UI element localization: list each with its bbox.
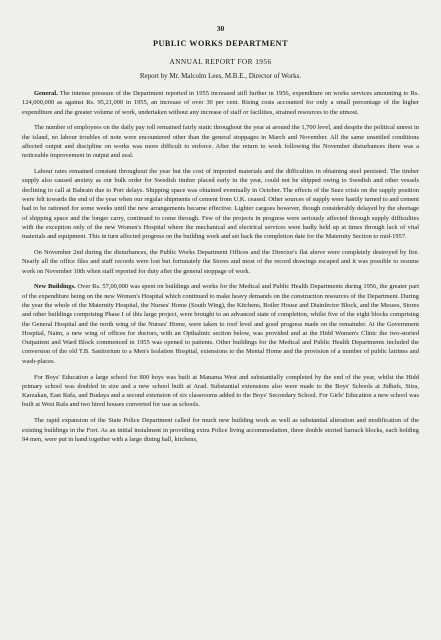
paragraph-education — [22, 373, 419, 410]
paragraph-text: Over Rs. 57,00,000 was spent on buildings and works for the Medical and Public Health Departments during 1956, the greater part of the expenditure being on the new Women's Hospital which continued to make heavy demands on the construction resources of the Department. During the year the whole of the Maternity Hospital, the Nurses' Home (South Wing), the Kitchens, Boiler House and Disinfector Block, and the Messes, Stores and other buildings comprising Phase I of this large project, were brought to an advanced state of completion, whilst five of the eight blocks comprising the General Hospital and the north wing of the Nurses' Home, were taken to roof level and good progress made on the remainder. At the Government Hospital, Naim, a new wing of offices for doctors, with an Opthalmic section below, was provided and at the Hidd Women's Clinic the two-storied Outpatient and Ward Block commenced in 1955 was opened to patients. Other buildings for the Medical and Public Health Departments included the conversion of the old T.B. Sanitorium to a Men's Isolation Hospital, extensions to the Mental Home and the provision of a number of public latrines and wash-places. — [22, 283, 419, 365]
paragraph-lead: New Buildings. — [34, 283, 76, 291]
report-title: ANNUAL REPORT FOR 1956 — [169, 57, 272, 66]
paragraph-text: The number of employees on the daily pay roll remained fairly static throughout the year at around the 1,700 level, and despite the political unrest in the island, no labour troubles of note were encountered other than the general stoppages in March and November. All the same unsettled conditions affected output and discipline on works was more difficult to enforce. After the return to work following the November disturbances there was a noticeable improvement in output and zeal. — [22, 124, 419, 160]
paragraph-new-buildings — [22, 282, 419, 366]
paragraph-general — [22, 89, 419, 117]
paragraph-lead: General. — [34, 90, 58, 97]
paragraph-text: The rapid expansion of the State Police Department called for much new building work as well as substantial alteration and modification of the existing buildings in the Fort. As an initial instalment in providing extra Police living accommodation, three double storied barrack blocks, each holding 94 men, were put in hand together with a large dining hall, kitchens, — [22, 417, 419, 443]
paragraph-labour-rates — [22, 167, 419, 241]
report-byline: Report by Mr. Malcolm Lees, M.B.E., Director of Works. — [139, 72, 302, 80]
page-number: 30 — [216, 24, 225, 33]
paragraph-text: Labour rates remained constant throughout the year but the cost of imported materials and the difficulties in obtaining steel persisted. The timber supply also caused anxiety as our bulk order for Swedish timber placed early in the year, could not be shipped owing to Swedish and other vessels declining to call at Bahrain due to Port delays. Shipping space was obtained eventually in October. The effects of the Suez crisis on the supply position were felt towards the end of the year when our regular shipments of cement from U.K. ceased. Other sources of supply were hastily turned to and cement had to be rationed for some weeks until the new arrangements became effective. Lighter cargoes however, though considerably delayed by the shortage of shipping space and the longer carry, continued to come through. Few of the projects in progress were seriously affected through supply difficulties with the exception only of the new Women's Hospital where the mechanical and electrical services were badly held up at times through lack of vital materials and equipment. This in turn affected progress on the building work and set back the completion date for the Maternity Section to mid-1957. — [22, 168, 419, 241]
paragraph-text: On November 2nd during the disturbances, the Public Works Department Offices and the Director's flat above were completely destroyed by fire. Nearly all the office files and staff records were lost but fortunately the Stores and most of the record drawings escaped and it was possible to resume work on November 10th when staff reported for duty after the general stoppage of work. — [22, 248, 419, 275]
paragraph-police — [22, 416, 419, 444]
paragraph-employees — [22, 123, 419, 160]
paragraph-text: The intense pressure of the Department reported in 1955 increased still further in 1956, expenditure on works services amounting to Rs. 124,000,000 as against Rs. 95,21,000 in 1955, an increase of over 30 per cent. Rising costs accounted for only a small percentage of the higher expenditure and the greater volume of work, undertaken without any increase of staff or facilities, strained resources to the utmost. — [22, 90, 419, 116]
paragraph-text: For Boys' Education a large school for 800 boys was built at Manama West and substantially completed by the end of the year, whilst the Hidd primary school was doubled in size and a new school built at Arad. Substantial extensions also were made to the Boys' Schools at Jidhafs, Sitra, Karzakan, East Rafa, and Budaya and a second extension of six classrooms added to the Boys' Secondary School. For Girls' Education a new school was built at West Rafa and two hired houses converted for use as schools. — [22, 373, 419, 409]
department-heading: PUBLIC WORKS DEPARTMENT — [152, 39, 289, 48]
paragraph-fire — [22, 248, 419, 276]
